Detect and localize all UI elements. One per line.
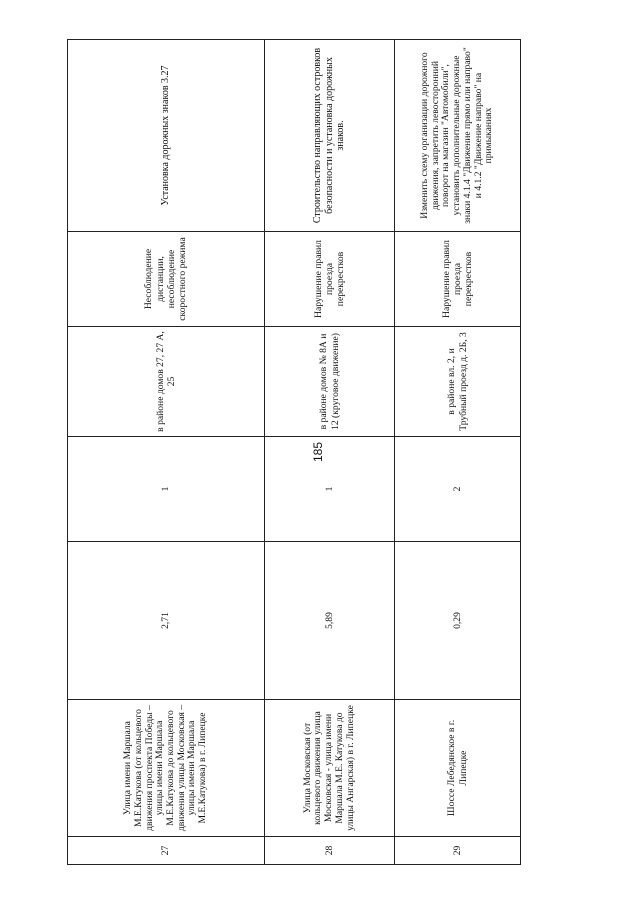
street-cell: Улица имени Маршала М.Е.Катукова (от кольцевого движения проспекта Победы – улицы имени Маршала М.Е.Катукова до кольцевого движения улицы Московская – улицы имени Маршала М.Е.Катукова) в г. Липецке [68, 700, 265, 837]
length-cell: 0,29 [395, 542, 521, 700]
measure-cell: Установка дорожных знаков 3.27 [68, 40, 265, 232]
count-cell: 1 [68, 437, 265, 542]
location-cell: в районе домов 27, 27 А, 25 [68, 327, 265, 437]
street-cell: Шоссе Лебедянское в г. Липецке [395, 700, 521, 837]
location-cell: в районе вл. 2, и Трубный проезд д. 2Б, 3 [395, 327, 521, 437]
cause-cell: Нарушение правил проезда перекрестков [395, 232, 521, 327]
measure-cell: Изменить схему организации дорожного движения, запретить левосторонний поворот на магазин "Автомобили", установить дополнительные дорожные знаки 4.1.4 "Движение прямо или направо" и 4.1.2 "Движение направо" на примыканиях [395, 40, 521, 232]
row-number-cell: 28 [265, 837, 395, 865]
cause-cell: Несоблюдение дистанции, несоблюдение скоростного режима [68, 232, 265, 327]
measure-cell: Строительство направляющих островков безопасности и установка дорожных знаков. [265, 40, 395, 232]
street-cell: Улица Московская (от кольцевого движения улица Московская - улица имени Маршала М.Е. Катукова до улицы Ангарская) в г. Липецке [265, 700, 395, 837]
length-cell: 5,89 [265, 542, 395, 700]
cause-cell: Нарушение правил проезда перекрестков [265, 232, 395, 327]
accident-sites-table [67, 39, 521, 865]
rotated-table-container [67, 40, 520, 865]
length-cell: 2,71 [68, 542, 265, 700]
table-row [395, 40, 521, 865]
row-number-cell: 29 [395, 837, 521, 865]
count-cell: 1 [265, 437, 395, 542]
location-cell: в районе домов № 8А и 12 (круговое движение) [265, 327, 395, 437]
count-cell: 2 [395, 437, 521, 542]
page-number: 185 [311, 441, 325, 463]
table-row [265, 40, 395, 865]
table-row [68, 40, 265, 865]
row-number-cell: 27 [68, 837, 265, 865]
